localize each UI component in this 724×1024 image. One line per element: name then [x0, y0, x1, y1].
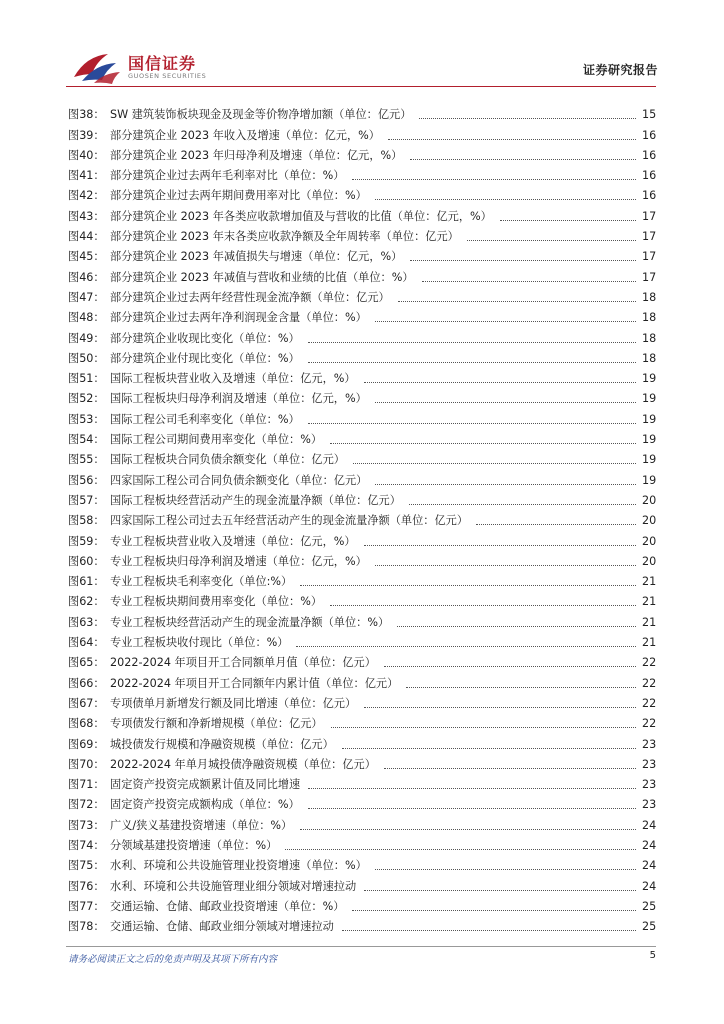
toc-page-number: 19 [642, 453, 657, 467]
toc-figure-number: 图72： [68, 798, 105, 812]
toc-entry[interactable] [68, 143, 656, 163]
toc-figure-number: 图69： [68, 737, 105, 751]
toc-figure-number: 图78： [68, 920, 105, 934]
toc-entry[interactable] [68, 183, 656, 203]
toc-figure-number: 图71： [68, 778, 105, 792]
toc-figure-number: 图39： [68, 128, 105, 142]
toc-dot-leader [375, 565, 636, 566]
toc-figure-title: 部分建筑企业过去两年毛利率对比（单位：%） [110, 169, 345, 183]
toc-figure-number: 图50： [68, 351, 105, 365]
toc-page-number: 20 [642, 534, 657, 548]
toc-figure-number: 图60： [68, 554, 105, 568]
toc-entry[interactable] [68, 163, 656, 183]
toc-figure-title: 专业工程板块营业收入及增速（单位：亿元，%） [110, 534, 356, 548]
toc-figure-number: 图70： [68, 757, 105, 771]
page-number: 5 [649, 950, 656, 961]
toc-page-number: 18 [642, 331, 657, 345]
toc-figure-title: 国际工程板块合同负债余额变化（单位：亿元） [110, 453, 345, 467]
toc-page-number: 20 [642, 514, 657, 528]
toc-figure-title: 2022-2024 年项目开工合同额单月值（单位：亿元） [110, 656, 376, 670]
toc-dot-leader [330, 605, 636, 606]
toc-page-number: 22 [642, 656, 657, 670]
toc-entry[interactable] [68, 447, 656, 467]
toc-entry[interactable] [68, 244, 656, 264]
toc-entry[interactable] [68, 752, 656, 772]
toc-dot-leader [406, 687, 636, 688]
toc-figure-title: 固定资产投资完成额累计值及同比增速 [110, 778, 301, 792]
toc-figure-title: 部分建筑企业过去两年期间费用率对比（单位：%） [110, 189, 367, 203]
toc-entry[interactable] [68, 589, 656, 609]
toc-figure-title: 2022-2024 年项目开工合同额年内累计值（单位：亿元） [110, 676, 399, 690]
toc-figure-number: 图59： [68, 534, 105, 548]
toc-entry[interactable] [68, 772, 656, 792]
toc-figure-title: 部分建筑企业 2023 年各类应收款增加值及与营收的比值（单位：亿元，%） [110, 209, 492, 223]
report-type-label: 证券研究报告 [582, 63, 658, 77]
footer-divider [66, 946, 656, 947]
toc-page-number: 16 [642, 189, 657, 203]
toc-figure-number: 图61： [68, 575, 105, 589]
toc-entry[interactable] [68, 224, 656, 244]
toc-figure-number: 图67： [68, 696, 105, 710]
toc-page-number: 22 [642, 696, 657, 710]
toc-figure-title: 国际工程板块归母净利润及增速（单位：亿元，%） [110, 392, 367, 406]
toc-figure-number: 图66： [68, 676, 105, 690]
toc-figure-number: 图63： [68, 615, 105, 629]
toc-entry[interactable] [68, 528, 656, 548]
toc-figure-number: 图54： [68, 433, 105, 447]
toc-entry[interactable] [68, 894, 656, 914]
toc-figure-number: 图49： [68, 331, 105, 345]
toc-dot-leader [364, 890, 636, 891]
toc-dot-leader [308, 362, 636, 363]
toc-figure-number: 图40： [68, 148, 105, 162]
toc-figure-number: 图48： [68, 311, 105, 325]
toc-figure-title: 四家国际工程公司过去五年经营活动产生的现金流量净额（单位：亿元） [110, 514, 469, 528]
toc-entry[interactable] [68, 792, 656, 812]
toc-figure-number: 图58： [68, 514, 105, 528]
toc-figure-title: 2022-2024 年单月城投债净融资规模（单位：亿元） [110, 757, 376, 771]
toc-dot-leader [397, 626, 636, 627]
toc-dot-leader [409, 504, 636, 505]
toc-page-number: 19 [642, 372, 657, 386]
toc-figure-title: 专业工程板块毛利率变化（单位:%） [110, 575, 293, 589]
toc-dot-leader [419, 118, 636, 119]
toc-figure-number: 图76： [68, 879, 105, 893]
toc-dot-leader [375, 869, 636, 870]
toc-entry[interactable] [68, 630, 656, 650]
toc-entry[interactable] [68, 203, 656, 223]
toc-figure-title: 国际工程板块营业收入及增速（单位：亿元，%） [110, 372, 356, 386]
toc-entry[interactable] [68, 914, 656, 934]
toc-figure-number: 图68： [68, 717, 105, 731]
toc-figure-number: 图57： [68, 493, 105, 507]
toc-dot-leader [342, 748, 636, 749]
toc-page-number: 21 [642, 636, 657, 650]
toc-figure-title: 交通运输、仓储、邮政业投资增速（单位：%） [110, 899, 345, 913]
toc-entry[interactable] [68, 102, 656, 122]
toc-figure-title: 水利、环境和公共设施管理业投资增速（单位：%） [110, 859, 367, 873]
company-logo [72, 50, 207, 86]
toc-dot-leader [308, 808, 636, 809]
toc-figure-title: 专项债单月新增发行额及同比增速（单位：亿元） [110, 696, 357, 710]
toc-page-number: 24 [642, 859, 657, 873]
toc-entry[interactable] [68, 305, 656, 325]
toc-entry[interactable] [68, 569, 656, 589]
toc-dot-leader [410, 260, 636, 261]
toc-page-number: 15 [642, 108, 657, 122]
toc-figure-title: 交通运输、仓储、邮政业细分领域对增速拉动 [110, 920, 334, 934]
toc-page-number: 23 [642, 778, 657, 792]
toc-dot-leader [296, 646, 636, 647]
toc-dot-leader [308, 423, 636, 424]
toc-entry[interactable] [68, 467, 656, 487]
toc-page-number: 18 [642, 290, 657, 304]
header-divider [66, 86, 656, 87]
toc-page-number: 19 [642, 412, 657, 426]
toc-figure-title: 专业工程板块期间费用率变化（单位：%） [110, 595, 323, 609]
toc-dot-leader [375, 199, 636, 200]
toc-figure-number: 图45： [68, 250, 105, 264]
toc-figure-title: 部分建筑企业过去两年经营性现金流净额（单位：亿元） [110, 290, 390, 304]
toc-figure-number: 图53： [68, 412, 105, 426]
toc-figure-title: 部分建筑企业 2023 年减值损失与增速（单位：亿元，%） [110, 250, 403, 264]
toc-entry[interactable] [68, 488, 656, 508]
toc-figure-title: 部分建筑企业收现比变化（单位：%） [110, 331, 300, 345]
toc-page-number: 24 [642, 818, 657, 832]
toc-page-number: 23 [642, 737, 657, 751]
toc-figure-title: 国际工程公司毛利率变化（单位：%） [110, 412, 300, 426]
toc-figure-number: 图43： [68, 209, 105, 223]
toc-figure-number: 图65： [68, 656, 105, 670]
toc-figure-title: 部分建筑企业付现比变化（单位：%） [110, 351, 300, 365]
footer-disclaimer: 请务必阅读正文之后的免责声明及其项下所有内容 [68, 954, 278, 965]
logo-english-name: GUOSEN SECURITIES [128, 72, 207, 80]
toc-dot-leader [375, 321, 636, 322]
toc-page-number: 23 [642, 757, 657, 771]
toc-figure-title: 部分建筑企业 2023 年归母净利及增速（单位：亿元，%） [110, 148, 403, 162]
toc-page-number: 18 [642, 351, 657, 365]
toc-dot-leader [467, 240, 636, 241]
toc-dot-leader [353, 463, 636, 464]
toc-page-number: 22 [642, 676, 657, 690]
toc-figure-title: 专业工程板块归母净利润及增速（单位：亿元，%） [110, 554, 367, 568]
toc-page-number: 17 [642, 209, 657, 223]
toc-figure-title: 部分建筑企业 2023 年收入及增速（单位：亿元，%） [110, 128, 380, 142]
toc-figure-title: 专业工程板块收付现比（单位：%） [110, 636, 289, 650]
figure-index-list [68, 102, 656, 934]
toc-figure-number: 图41： [68, 169, 105, 183]
toc-figure-number: 图56： [68, 473, 105, 487]
toc-figure-title: SW 建筑装饰板块现金及现金等价物净增加额（单位：亿元） [110, 108, 412, 122]
toc-dot-leader [410, 159, 636, 160]
toc-entry[interactable] [68, 670, 656, 690]
toc-figure-title: 专业工程板块经营活动产生的现金流量净额（单位：%） [110, 615, 390, 629]
toc-page-number: 22 [642, 717, 657, 731]
toc-figure-title: 广义/狭义基建投资增速（单位：%） [110, 818, 293, 832]
toc-entry[interactable] [68, 812, 656, 832]
toc-page-number: 16 [642, 148, 657, 162]
toc-figure-title: 专项债发行额和净新增规模（单位：亿元） [110, 717, 323, 731]
toc-dot-leader [308, 342, 636, 343]
toc-entry[interactable] [68, 873, 656, 893]
toc-page-number: 17 [642, 250, 657, 264]
toc-page-number: 18 [642, 311, 657, 325]
toc-entry[interactable] [68, 122, 656, 142]
toc-dot-leader [300, 829, 636, 830]
logo-chinese-name: 国信证券 [128, 54, 197, 73]
toc-page-number: 19 [642, 392, 657, 406]
toc-dot-leader [500, 220, 636, 221]
toc-figure-title: 部分建筑企业过去两年净利润现金含量（单位：%） [110, 311, 367, 325]
toc-figure-number: 图62： [68, 595, 105, 609]
toc-figure-number: 图44： [68, 230, 105, 244]
toc-page-number: 21 [642, 575, 657, 589]
toc-page-number: 19 [642, 433, 657, 447]
toc-entry[interactable] [68, 711, 656, 731]
toc-entry[interactable] [68, 264, 656, 284]
toc-page-number: 16 [642, 128, 657, 142]
toc-page-number: 23 [642, 798, 657, 812]
toc-page-number: 21 [642, 595, 657, 609]
toc-figure-number: 图51： [68, 372, 105, 386]
toc-entry[interactable] [68, 325, 656, 345]
toc-figure-title: 部分建筑企业 2023 年减值与营收和业绩的比值（单位：%） [110, 270, 414, 284]
toc-dot-leader [375, 402, 636, 403]
toc-figure-title: 水利、环境和公共设施管理业细分领域对增速拉动 [110, 879, 357, 893]
toc-dot-leader [398, 301, 636, 302]
toc-figure-number: 图77： [68, 899, 105, 913]
toc-page-number: 20 [642, 554, 657, 568]
toc-figure-number: 图46： [68, 270, 105, 284]
toc-figure-title: 部分建筑企业 2023 年末各类应收款净额及全年周转率（单位：亿元） [110, 230, 459, 244]
toc-entry[interactable] [68, 346, 656, 366]
guosen-logo-icon [72, 50, 124, 86]
toc-page-number: 17 [642, 270, 657, 284]
toc-dot-leader [384, 768, 636, 769]
toc-dot-leader [300, 585, 636, 586]
toc-entry[interactable] [68, 691, 656, 711]
toc-page-number: 16 [642, 169, 657, 183]
toc-dot-leader [331, 727, 636, 728]
toc-entry[interactable] [68, 366, 656, 386]
toc-figure-title: 固定资产投资完成额构成（单位：%） [110, 798, 300, 812]
toc-entry[interactable] [68, 833, 656, 853]
toc-dot-leader [364, 545, 636, 546]
toc-dot-leader [422, 281, 636, 282]
toc-figure-number: 图47： [68, 290, 105, 304]
toc-dot-leader [364, 382, 636, 383]
toc-entry[interactable] [68, 650, 656, 670]
toc-dot-leader [330, 443, 636, 444]
toc-figure-number: 图52： [68, 392, 105, 406]
toc-figure-number: 图64： [68, 636, 105, 650]
toc-entry[interactable] [68, 406, 656, 426]
toc-entry[interactable] [68, 508, 656, 528]
toc-figure-title: 城投债发行规模和净融资规模（单位：亿元） [110, 737, 334, 751]
toc-page-number: 25 [642, 899, 657, 913]
toc-figure-title: 四家国际工程公司合同负债余额变化（单位：亿元） [110, 473, 368, 487]
toc-entry[interactable] [68, 386, 656, 406]
toc-figure-title: 国际工程板块经营活动产生的现金流量净额（单位：亿元） [110, 493, 401, 507]
toc-page-number: 25 [642, 920, 657, 934]
toc-page-number: 24 [642, 879, 657, 893]
toc-figure-number: 图55： [68, 453, 105, 467]
toc-figure-number: 图38： [68, 108, 105, 122]
toc-entry[interactable] [68, 609, 656, 629]
toc-entry[interactable] [68, 731, 656, 751]
toc-dot-leader [285, 849, 636, 850]
page-header [0, 0, 724, 96]
toc-page-number: 24 [642, 838, 657, 852]
toc-figure-number: 图42： [68, 189, 105, 203]
toc-figure-number: 图73： [68, 818, 105, 832]
toc-page-number: 20 [642, 493, 657, 507]
toc-dot-leader [364, 707, 636, 708]
toc-figure-number: 图75： [68, 859, 105, 873]
toc-dot-leader [342, 930, 636, 931]
toc-dot-leader [375, 484, 636, 485]
toc-dot-leader [388, 139, 636, 140]
toc-page-number: 21 [642, 615, 657, 629]
toc-page-number: 19 [642, 473, 657, 487]
toc-dot-leader [476, 524, 636, 525]
toc-figure-title: 分领域基建投资增速（单位：%） [110, 838, 278, 852]
toc-dot-leader [352, 179, 636, 180]
toc-figure-number: 图74： [68, 838, 105, 852]
toc-entry[interactable] [68, 549, 656, 569]
toc-entry[interactable] [68, 285, 656, 305]
toc-entry[interactable] [68, 427, 656, 447]
toc-dot-leader [308, 788, 636, 789]
toc-figure-title: 国际工程公司期间费用率变化（单位：%） [110, 433, 323, 447]
toc-dot-leader [352, 910, 636, 911]
toc-entry[interactable] [68, 853, 656, 873]
toc-page-number: 17 [642, 230, 657, 244]
toc-dot-leader [384, 666, 636, 667]
